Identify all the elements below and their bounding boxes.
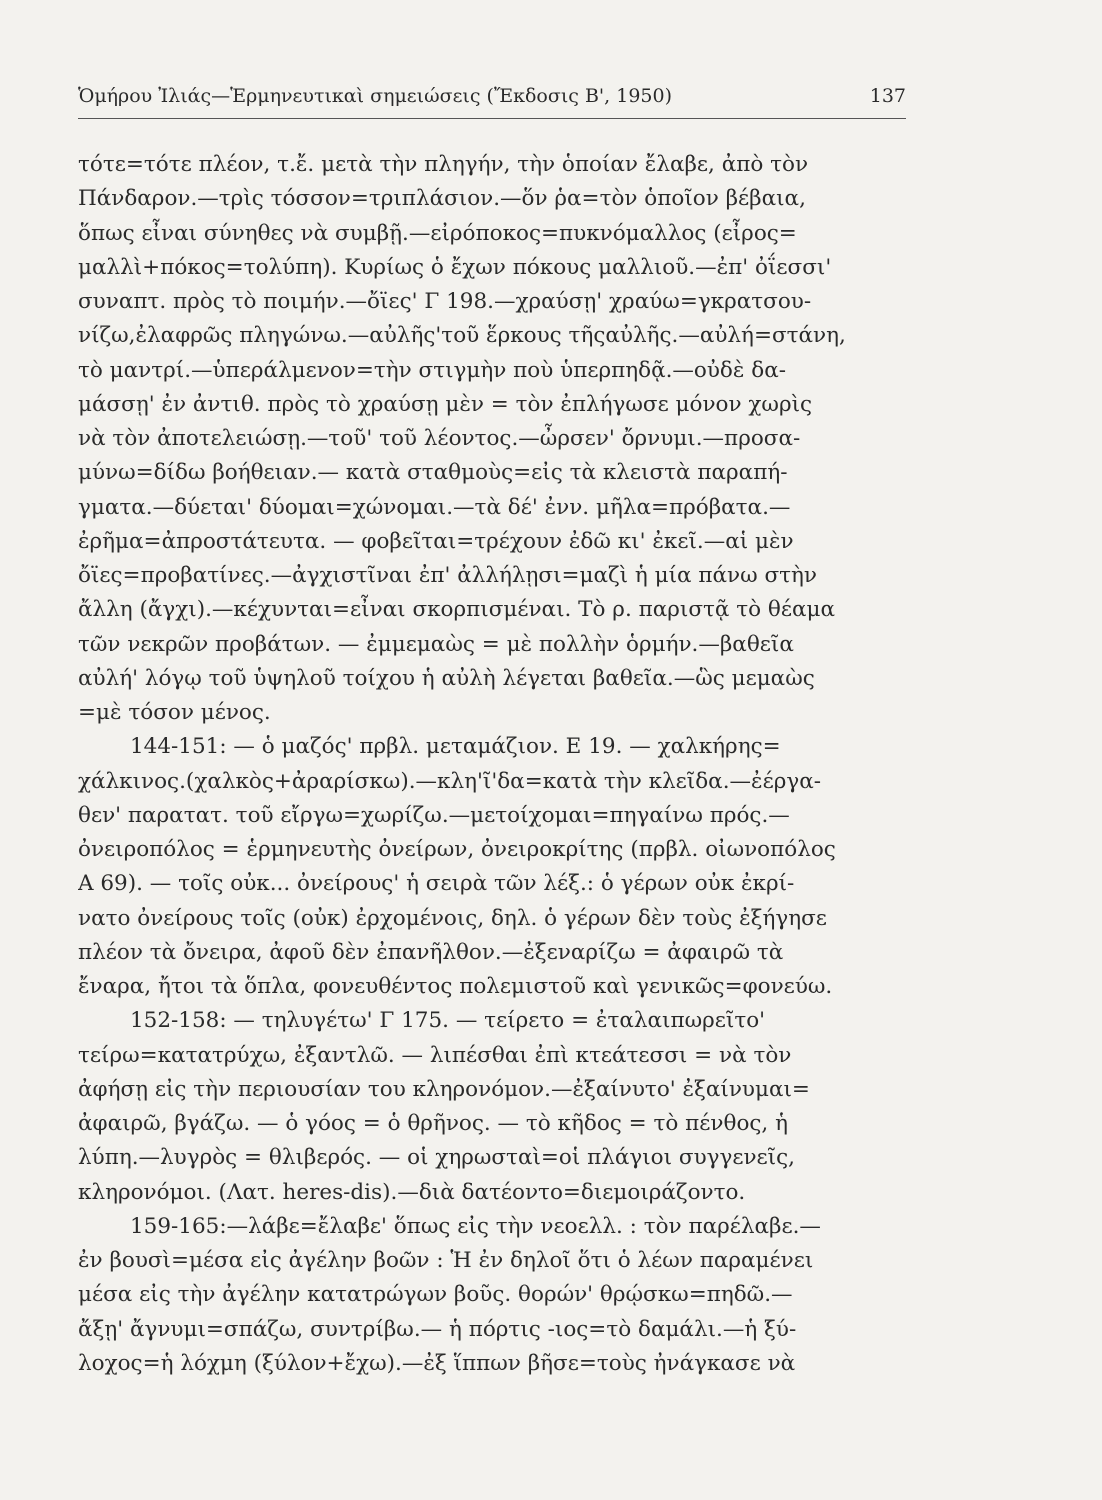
text-line: ἀφαιρῶ, βγάζω. — ὁ γόος = ὁ θρῆνος. — τὸ κῆδος = τὸ πένθος, ἡ [78,1111,788,1136]
text-line: κληρονόμοι. (Λατ. heres-dis).—διὰ δατέοντο=διεμοιράζοντο. [78,1179,746,1205]
text-line: θεν' παρατατ. τοῦ εἴργω=χωρίζω.—μετοίχομαι=πηγαίνω πρός.— [78,802,790,828]
running-head [78,84,906,108]
text-line: ὄϊες=προβατίνες.—ἀγχιστῖναι ἐπ' ἀλλήλῃσι=μαζὶ ἡ μία πάνω στὴν [78,563,817,588]
text-line: μύνω=δίδω βοήθειαν.— κατὰ σταθμοὺς=εἰς τὰ κλειστὰ παραπή- [78,460,788,486]
text-line: μαλλὶ+πόκος=τολύπη). Κυρίως ὁ ἔχων πόκους μαλλιοῦ.—ἐπ' ὀΐεσσι' [78,254,832,280]
text-line: μάσσῃ' ἐν ἀντιθ. πρὸς τὸ χραύσῃ μὲν = τὸν ἐπλήγωσε μόνον χωρὶς [78,391,813,417]
text-line: πλέον τὰ ὄνειρα, ἀφοῦ δὲν ἐπανῆλθον.—ἐξεναρίζω = ἀφαιρῶ τὰ [78,939,784,965]
text-line: τὸ μαντρί.—ὑπεράλμενον=τὴν στιγμὴν ποὺ ὑπερπηδᾷ.—οὐδὲ δα- [78,357,786,383]
text-line: λύπη.—λυγρὸς = θλιβερός. — οἱ χηρωσταὶ=οἱ πλάγιοι συγγενεῖς, [78,1145,795,1171]
text-line: Α 69). — τοῖς οὐκ... ὀνείρους' ἡ σειρὰ τῶν λέξ.: ὁ γέρων οὐκ ἐκρί- [78,871,795,897]
header-rule [78,118,906,119]
text-line: τείρω=κατατρύχω, ἐξαντλῶ. — λιπέσθαι ἐπὶ κτεάτεσσι = νὰ τὸν [78,1042,792,1068]
text-line: =μὲ τόσον μένος. [78,700,271,725]
text-line: Πάνδαρον.—τρὶς τόσσον=τριπλάσιον.—ὅν ῥα=τὸν ὁποῖον βέβαια, [78,186,806,212]
text-line: ἄλλη (ἄγχι).—κέχυνται=εἶναι σκορπισμέναι. Τὸ ρ. παριστᾷ τὸ θέαμα [78,597,836,623]
text-line: ἀφήσῃ εἰς τὴν περιουσίαν του κληρονόμον.—ἐξαίνυτο' ἐξαίνυμαι= [78,1076,810,1102]
text-line: συναπτ. πρὸς τὸ ποιμήν.—ὄϊες' Γ 198.—χραύσῃ' χραύω=γκρατσου- [78,289,812,314]
text-line: αὐλή' λόγῳ τοῦ ὑψηλοῦ τοίχου ἡ αὐλὴ λέγεται βαθεῖα.—ὣς μεμαὼς [78,665,815,691]
running-head-title: Ὁμήρου Ἰλιάς—Ἑρμηνευτικαὶ σημειώσεις (Ἔκδοσις Β', 1950) [78,85,672,107]
page-number: 137 [869,85,906,107]
commentary-text [78,148,908,1381]
text-line: νὰ τὸν ἀποτελειώσῃ.—τοῦ' τοῦ λέοντος.—ὦρσεν' ὄρνυμι.—προσα- [78,426,801,451]
text-line: μέσα εἰς τὴν ἀγέλην κατατρώγων βοῦς. θορών' θρῴσκω=πηδῶ.— [78,1282,793,1308]
text-line: ὀνειροπόλος = ἑρμηνευτὴς ὀνείρων, ὀνειροκρίτης (πρβλ. οἰωνοπόλος [78,837,836,862]
text-line: λοχος=ἡ λόχμη (ξύλον+ἔχω).—ἐξ ἵππων βῆσε=τοὺς ἠνάγκασε νὰ [78,1350,796,1376]
text-line: νίζω,ἐλαφρῶς πληγώνω.—αὐλῆς'τοῦ ἕρκους τῆςαὐλῆς.—αὐλή=στάνη, [78,323,846,349]
text-line: ἔναρα, ἤτοι τὰ ὅπλα, φονευθέντος πολεμιστοῦ καὶ γενικῶς=φονεύω. [78,974,833,999]
text-line: 152-158: — τηλυγέτω' Γ 175. — τείρετο = ἐταλαιπωρεῖτο' [130,1008,766,1034]
text-line: 159-165:—λάβε=ἔλαβε' ὅπως εἰς τὴν νεοελλ. : τὸν παρέλαβε.— [130,1213,821,1239]
text-line: ἐν βουσὶ=μέσα εἰς ἀγέλην βοῶν : Ἡ ἐν δηλοῖ ὅτι ὁ λέων παραμένει [78,1248,814,1273]
text-line: ὅπως εἶναι σύνηθες νὰ συμβῇ.—εἰρόποκος=πυκνόμαλλος (εἶρος= [78,220,797,246]
text-line: ἄξῃ' ἄγνυμι=σπάζω, συντρίβω.— ἡ πόρτις -ιος=τὸ δαμάλι.—ἡ ξύ- [78,1316,797,1342]
text-line: τῶν νεκρῶν προβάτων. — ἐμμεμαὼς = μὲ πολλὴν ὁρμήν.—βαθεῖα [78,631,794,657]
text-line: νατο ὀνείρους τοῖς (οὐκ) ἐρχομένοις, δηλ. ὁ γέρων δὲν τοὺς ἐξήγησε [78,905,827,931]
text-line: γματα.—δύεται' δύομαι=χώνομαι.—τὰ δέ' ἐνν. μῆλα=πρόβατα.— [78,494,791,520]
text-line: 144-151: — ὁ μαζός' πρβλ. μεταμάζιον. Ε 19. — χαλκήρης= [130,734,781,760]
text-line: χάλκινος.(χαλκὸς+ἀραρίσκω).—κλη'ῖ'δα=κατὰ τὴν κλεῖδα.—ἐέργα- [78,768,821,794]
text-line: τότε=τότε πλέον, τ.ἔ. μετὰ τὴν πληγήν, τὴν ὁποίαν ἔλαβε, ἀπὸ τὸν [78,152,809,177]
text-line: ἐρῆμα=ἀπροστάτευτα. — φοβεῖται=τρέχουν ἐδῶ κι' ἐκεῖ.—αἱ μὲν [78,528,794,554]
